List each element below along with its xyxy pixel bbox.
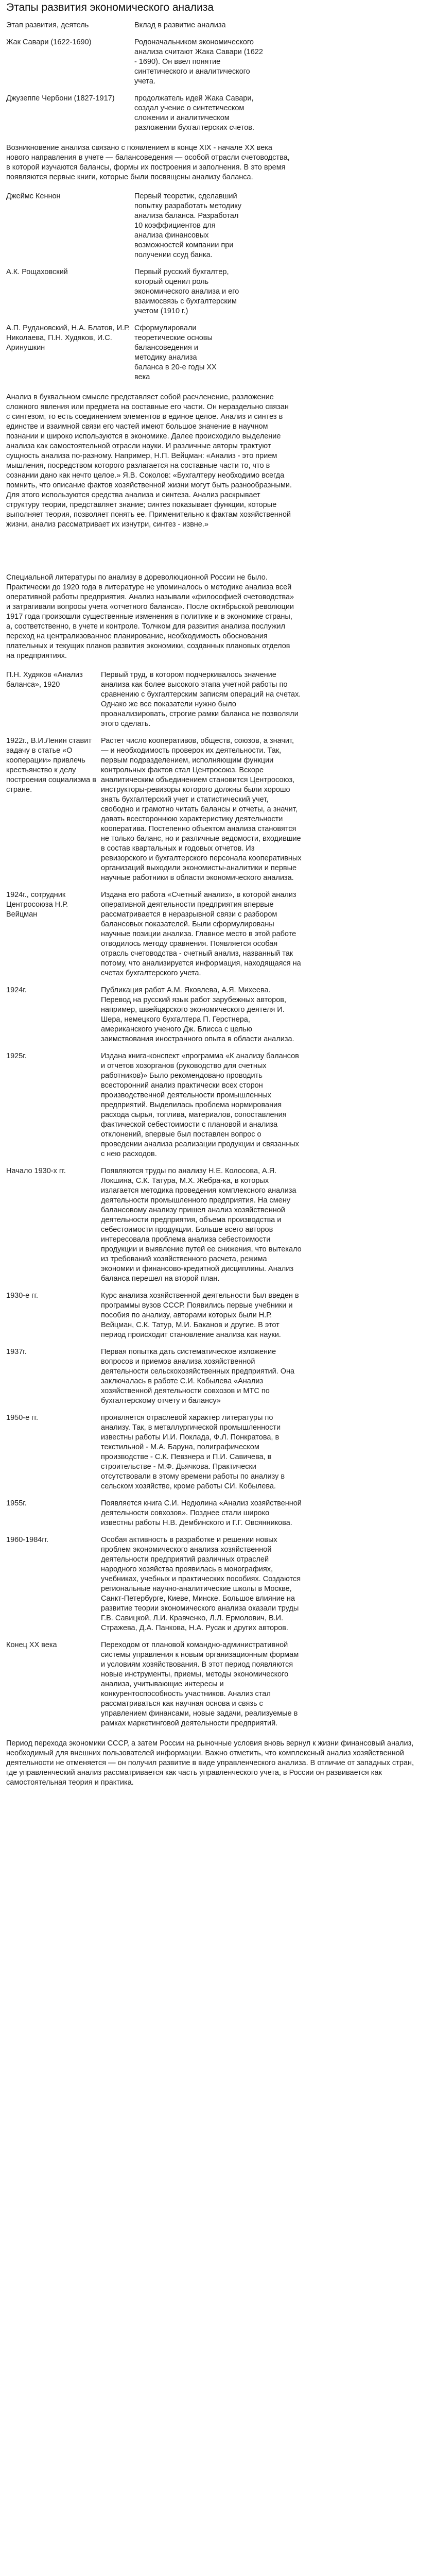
table-row (6, 36, 430, 92)
table-row (6, 1164, 430, 1289)
row-contribution: продолжатель идей Жака Савари, создал учение о синтетическом сложении и аналитическом разложении бухгалтерских счетов. (134, 94, 255, 132)
table-row (6, 190, 430, 265)
row-period: 1930-е гг. (6, 1292, 39, 1300)
row-period: 1925г. (6, 1052, 27, 1060)
row-period: 1924г., сотрудник Центросоюза Н.Р. Вейцман (6, 891, 68, 919)
spacer (6, 537, 430, 568)
table-row (6, 734, 430, 888)
row-author: А.П. Рудановский, Н.А. Блатов, И.Р. Николаева, П.Н. Худяков, И.С. Аринушкин (6, 324, 130, 352)
header-stage: Этап развития, деятель (6, 21, 89, 29)
page-title: Этапы развития экономического анализа (6, 2, 214, 13)
row-contribution: Первый труд, в котором подчеркивалось значение анализа как более высокого этапа учетной работы по сравнению с бухгалтерским записям операций на счетах. Однако же все показатели нужно было проанализировать, строгие рамки баланса не позволяли этого сделать. (101, 671, 301, 728)
table-early-authors (6, 19, 430, 138)
row-period: Начало 1930-х гг. (6, 1167, 66, 1175)
table-row (6, 888, 430, 984)
table-soviet-milestones (6, 668, 430, 1734)
table-row (6, 668, 430, 734)
page (0, 1, 436, 1807)
row-contribution: Сформулировали теоретические основы балансоведения и методику анализа баланса в 20-е годы ХХ века (134, 324, 217, 381)
table-row (6, 1411, 430, 1497)
row-contribution: Родоначальником экономического анализа считают Жака Савари (1622 - 1690). Он ввел понятие синтетического и аналитического учета. (134, 38, 263, 86)
row-author: Жак Савари (1622-1690) (6, 38, 92, 46)
row-contribution: Появляются труды по анализу Н.Е. Колосова, А.Я. Локшина, С.К. Татура, М.Х. Жебра-ка, в которых излагается методика проведения комплексного анализа деятельности промышленного предприятия. На смену балансовому анализу пришел анализ хозяйственной деятельности предприятия, объема производства и себестоимости продукции. Больше всего авторов интересовала проблема анализа себестоимости продукции и выявление путей ее снижения, что вытекало из требований хозяйственного расчета, режима экономии и финансово-кредитной дисциплины. Анализ баланса перешел на второй план. (101, 1167, 302, 1283)
row-contribution: Первый теоретик, сделавший попытку разработать методику анализа баланса. Разработал 10 коэффициентов для анализа финансовых возможностей компании при получении ссуд банка. (134, 192, 241, 259)
row-period: П.Н. Худяков «Анализ баланса», 1920 (6, 671, 83, 689)
row-contribution: Появляется книга С.И. Недюлина «Анализ хозяйственной деятельности совхозов». Позднее стали широко известны работы Н.В. Дембинского и Г.Г. Овсянникова. (101, 1499, 302, 1527)
paragraph-market-transition: Период перехода экономики СССР, а затем России на рыночные условия вновь вернул к жизни финансовый анализ, необходимый для внешних пользователей информации. Важно отметить, что комплексный анализ хозяйственной деятельности не отменяется — он получил развитие в виде управленческого анализа. В отличие от западных стран, где управленческий анализ рассматривается как часть управленческого учета, в России он развивается как самостоятельная теория и практика. (6, 1739, 414, 1787)
row-period: 1937г. (6, 1348, 27, 1356)
table-row (6, 1533, 430, 1638)
row-contribution: проявляется отраслевой характер литературы по анализу. Так, в металлургической промышленности известны работы И.И. Поклада, Ф.Л. Понкратова, в текстильной - М.А. Баруна, полиграфическом производстве - С.К. Певзнера и П.И. Савичева, в строительстве - М.Ф. Дьячкова. Практически отсутствовали в этому времени работы по анализу в сельском хозяйстве, кроме работы СИ. Кобылева. (101, 1414, 285, 1490)
table-row (6, 1497, 430, 1533)
paragraph-soviet-period: Специальной литературы по анализу в дореволюционной России не было. Практически до 1920 года в литературе не упоминалось о методике анализа всей оперативной работы предприятия. Анализ называли «философией счетоводства» и затрагивали вопросы учета «отчетного баланса». После октябрьской революции 1917 года произошли существенные изменения в политике и в экономике страны, а, соответственно, в учете и контроле. Толчком для развития анализа послужил переход на централизованное планирование, необходимость обоснования плательных и текущих планов развития экономики, созданных плановых отделов на предприятиях. (6, 573, 294, 660)
table-header-row (6, 19, 430, 36)
row-contribution: Курс анализа хозяйственной деятельности был введен в программы вузов СССР. Появились первые учебники и пособия по анализу, авторами которых были Н.Р. Вейцман, С.К. Татур, М.И. Баканов и другие. В этот период происходит становление анализа как науки. (101, 1292, 299, 1339)
row-contribution: Издана книга-конспект «программа «К анализу балансов и отчетов хозорганов (руководство для счетных работников)» Было рекомендовано проводить всесторонний анализ практически всех сторон производственной деятельности промышленных предприятий. Выделилась проблема нормирования расхода сырья, топлива, материалов, сопоставления фактической себестоимости с плановой и анализа отклонений, впервые был поставлен вопрос о проведении анализа реализации продукции и связанных с нею расходов. (101, 1052, 299, 1158)
table-row (6, 321, 430, 387)
table-row (6, 92, 430, 138)
table-row (6, 1289, 430, 1345)
row-period: Конец XX века (6, 1641, 57, 1649)
table-row (6, 1638, 430, 1734)
table-1920s-authors (6, 321, 430, 387)
row-contribution: Переходом от плановой командно-административной системы управления к новым организационным формам и условиям хозяйствования. В этот период появляются новые инструменты, приемы, методы экономического анализа, учитывающие интересы и конкурентоспособность участников. Анализ стал рассматриваться как научная основа и связь с управлением финансами, новые задачи, реализуемые в рамках маркетинговой деятельности предприятий. (101, 1641, 299, 1727)
table-row (6, 265, 430, 321)
paragraph-analysis-definition: Анализ в буквальном смысле представляет собой расчленение, разложение сложного явления или предмета на составные его части. Он нераздельно связан с синтезом, то есть соединением элементов в единое целое. Анализ и синтез в единстве и взаимной связи его частей имеют большое значение в научном познании и широко используются в экономике. Далее происходило выделение анализа как самостоятельной отрасли науки. И различные авторы трактуют сущность анализа по-разному. Например, Н.П. Вейцман: «Анализ - это прием мышления, посредством которого разлагается на составные части то, что в сознании дано как нечто целое.» Я.В. Соколов: «Бухгалтеру необходимо всегда помнить, что описание фактов хозяйственной жизни могут быть разнообразными. Для этого используются средства анализа и синтеза. Анализ раскрывает структуру теории, представляет знание; синтез показывает функции, которые выполняет теория, позволяет понять ее. Применительно к фактам хозяйственной жизни, анализ рассматривает их изнутри, синтез - извне.» (6, 393, 292, 529)
table-row (6, 1049, 430, 1164)
row-period: 1950-е гг. (6, 1414, 39, 1422)
row-contribution: Растет число кооперативов, обществ, союзов, а значит, — и необходимость проверок их деятельности. Так, первым подразделением, исполняющим функции контрольных фактов стал Центросоюз. Вскоре аналитическим объединением становится Центросоюз, инструкторы-ревизоры которого должны были хорошо знать бухгалтерский учет и статистический учет, свободно и грамотно читать балансы и отчеты, а значит, давать всестороннюю характеристику деятельности кооператива. Постепенно объектом анализа становятся не только баланс, но и различные ведомости, входившие в состав квартальных и годовых отчетов. Из ревизорского и бухгалтерского персонала кооперативных организаций выходили экономисты-аналитики и первые научные работники в области экономического анализа. (101, 737, 302, 882)
row-author: Джузеппе Чербони (1827-1917) (6, 94, 115, 103)
row-period: 1922г., В.И.Ленин ставит задачу в статье «О кооперации» привлечь крестьянство к делу построения социализма в стране. (6, 737, 96, 794)
row-contribution: Издана его работа «Счетный анализ», в которой анализ оперативной деятельности предприятия впервые рассматривается в неразрывной связи с разбором балансовых показателей. Были сформулированы научные позиции анализа. Главное место в этой работе отводилось методу сравнения. Появляется особая отрасль счетоводства - счетный анализ, названный так потому, что анализируется информация, находящаяся на счетах бухгалтерского учета. (101, 891, 301, 977)
row-contribution: Особая активность в разработке и решении новых проблем экономического анализа хозяйственной деятельности предприятий различных отраслей народного хозяйства проявилась в монографиях, учебниках, учебных и практических пособиях. Создаются региональные научно-аналитические школы в Москве, Санкт-Петербурге, Киеве, Минске. Большое влияние на развитие теории экономического анализа оказали труды Г.В. Савицкой, Л.И. Кравченко, Л.Л. Ермолович, В.И. Стражева, Д.А. Панкова, Н.А. Русак и других авторов. (101, 1536, 301, 1632)
row-contribution: Первый русский бухгалтер, который оценил роль экономического анализа и его взаимосвязь с бухгалтерским учетом (1910 г.) (134, 268, 239, 315)
table-balance-theorists (6, 190, 430, 321)
row-author: Джеймс Кеннон (6, 192, 61, 200)
row-contribution: Первая попытка дать систематическое изложение вопросов и приемов анализа хозяйственной деятельности сельскохозяйственных предприятий. Она заключалась в работе С.И. Кобылева «Анализ хозяйственной деятельности совхозов и МТС по бухгалтерскому отчету и балансу» (101, 1348, 295, 1405)
table-row (6, 984, 430, 1049)
row-period: 1960-1984гг. (6, 1536, 49, 1544)
row-period: 1955г. (6, 1499, 27, 1507)
header-contribution: Вклад в развитие анализа (134, 21, 226, 29)
row-period: 1924г. (6, 986, 27, 994)
row-author: А.К. Рощаховский (6, 268, 68, 276)
row-contribution: Публикация работ А.М. Яковлева, А.Я. Михеева. Перевод на русский язык работ зарубежных авторов, например, швейцарского экономического деятеля И. Шера, немецкого бухгалтера П. Герстнера, американского ученого Дж. Блисса с целью заимствования иностранного опыта в области анализа. (101, 986, 294, 1043)
paragraph-balance-origin: Возникновение анализа связано с появлением в конце XIX - начале XX века нового направления в учете — балансоведения — особой отрасли счетоводства, в которой изучаются балансы, формы их построения и заполнения. В это время появляются первые книги, которые были посвящены анализу баланса. (6, 144, 290, 181)
table-row (6, 1345, 430, 1411)
